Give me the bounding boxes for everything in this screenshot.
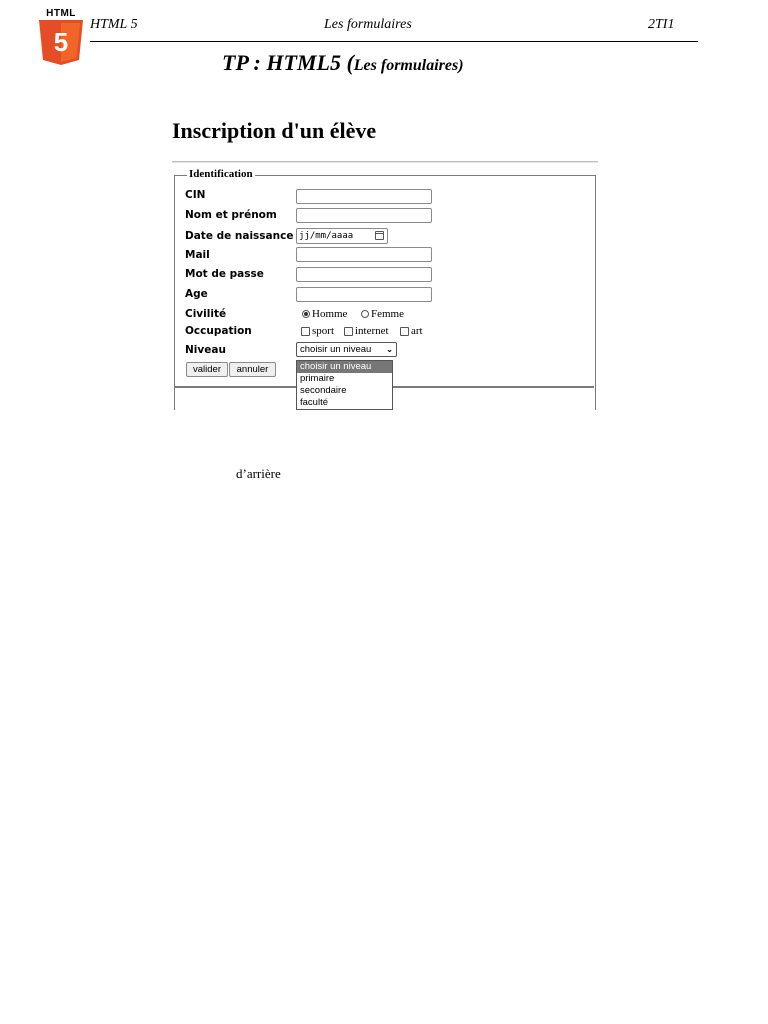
nom-prenom-input[interactable] xyxy=(296,208,432,223)
date-placeholder: jj/mm/aaaa xyxy=(299,231,354,241)
document-title-main: TP : HTML5 ( xyxy=(222,50,354,75)
chevron-down-icon[interactable]: ⌄ xyxy=(386,345,393,354)
annuler-button[interactable]: annuler xyxy=(229,362,276,377)
age-input[interactable] xyxy=(296,287,432,302)
checkbox-internet-box[interactable] xyxy=(344,327,353,336)
mot-de-passe-input[interactable] xyxy=(296,267,432,282)
mail-input[interactable] xyxy=(296,247,432,262)
dropdown-option-faculte[interactable]: faculté xyxy=(300,397,328,408)
checkbox-internet-label: internet xyxy=(355,325,389,337)
cin-input[interactable] xyxy=(296,189,432,204)
label-niveau: Niveau xyxy=(185,344,226,356)
label-date-naissance: Date de naissance xyxy=(185,230,294,242)
date-naissance-input[interactable] xyxy=(296,228,388,244)
dropdown-option-choisir[interactable]: choisir un niveau xyxy=(297,361,392,373)
label-occupation: Occupation xyxy=(185,325,252,337)
header-center: Les formulaires xyxy=(324,17,412,32)
label-mail: Mail xyxy=(185,249,210,261)
checkbox-internet[interactable] xyxy=(344,325,389,337)
label-civilite: Civilité xyxy=(185,308,227,320)
checkbox-sport-label: sport xyxy=(312,325,334,337)
document-title xyxy=(222,50,464,76)
checkbox-sport-box[interactable] xyxy=(301,327,310,336)
label-mot-de-passe: Mot de passe xyxy=(185,268,264,280)
fieldset-legend: Identification xyxy=(189,168,253,180)
html5-logo xyxy=(36,8,86,66)
body-note: d’arrière xyxy=(236,466,281,481)
niveau-dropdown-list xyxy=(296,360,393,410)
document-title-sub: Les formulaires) xyxy=(353,57,464,74)
radio-homme-label: Homme xyxy=(312,308,348,320)
radio-homme-circle[interactable] xyxy=(302,310,310,318)
label-age: Age xyxy=(185,288,208,300)
title-divider xyxy=(172,161,598,163)
niveau-select[interactable] xyxy=(296,342,397,357)
label-nom-prenom: Nom et prénom xyxy=(185,209,277,221)
dropdown-option-secondaire[interactable]: secondaire xyxy=(300,385,347,396)
radio-femme-label: Femme xyxy=(371,308,404,320)
dropdown-option-primaire[interactable]: primaire xyxy=(300,373,335,384)
checkbox-sport[interactable] xyxy=(301,325,334,337)
header-right: 2TI1 xyxy=(648,17,675,32)
radio-homme[interactable] xyxy=(302,308,347,320)
calendar-icon[interactable] xyxy=(375,231,384,240)
valider-button[interactable]: valider xyxy=(186,362,228,377)
radio-femme-circle[interactable] xyxy=(361,310,369,318)
header-left: HTML 5 xyxy=(90,17,138,32)
niveau-selected-value: choisir un niveau xyxy=(300,344,372,355)
form-screenshot xyxy=(172,112,600,412)
html5-shield-icon xyxy=(36,18,86,66)
checkbox-art-label: art xyxy=(411,325,423,337)
logo-badge: 5 xyxy=(53,27,69,57)
header-rule xyxy=(90,41,698,42)
checkbox-art-box[interactable] xyxy=(400,327,409,336)
checkbox-art[interactable] xyxy=(400,325,423,337)
label-cin: CIN xyxy=(185,189,206,201)
radio-femme[interactable] xyxy=(361,308,404,320)
form-title: Inscription d'un élève xyxy=(172,118,377,143)
logo-text: HTML xyxy=(46,8,76,19)
